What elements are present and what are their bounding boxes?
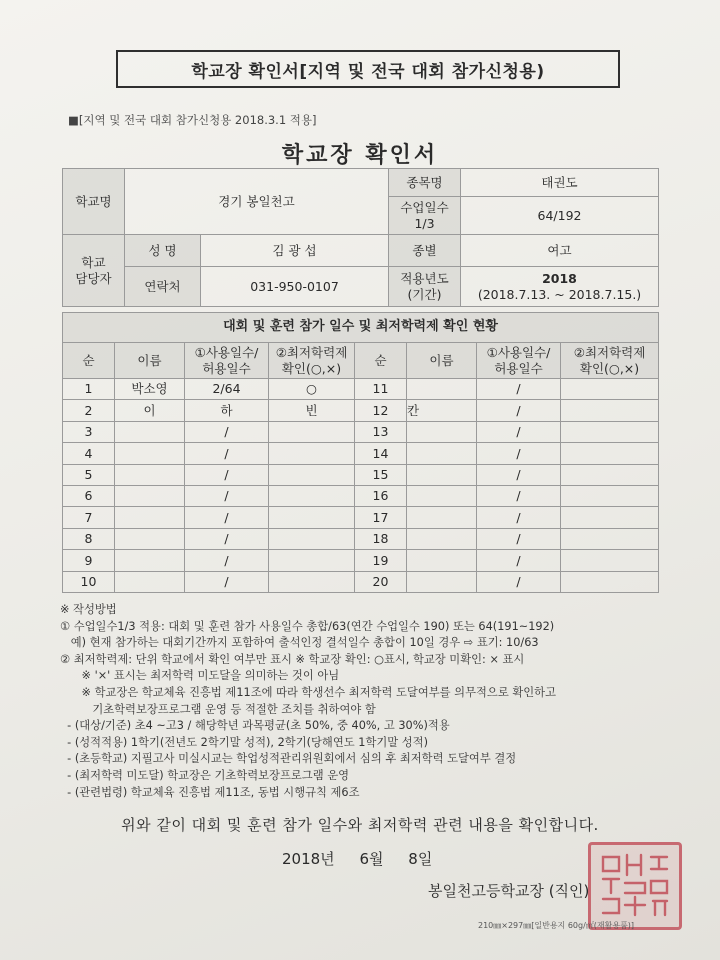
- cell-min-right: [561, 464, 659, 485]
- cell-name-right: [407, 571, 477, 592]
- cell-min-right: [561, 571, 659, 592]
- cell-name-left: 이: [115, 400, 185, 421]
- applicable-note: ■[지역 및 전국 대회 참가신청용 2018.3.1 적용]: [68, 113, 317, 127]
- cell-days-right: /: [477, 507, 561, 528]
- cell-min-left: [269, 443, 355, 464]
- cell-num-right: 15: [355, 464, 407, 485]
- cell-min-right: [561, 421, 659, 442]
- cell-num-left: 2: [63, 400, 115, 421]
- table-row: [63, 571, 659, 592]
- cell-min-left: [269, 507, 355, 528]
- cell-name-right: [407, 464, 477, 485]
- cell-num-left: 5: [63, 464, 115, 485]
- instruction-line: - (대상/기준) 초4 ~고3 / 해당학년 과목평균(초 50%, 중 40%, 고 30%)적용: [60, 719, 450, 733]
- status-table-title: 대회 및 훈련 참가 일수 및 최저학력제 확인 현황: [63, 313, 659, 343]
- official-seal-icon: [588, 842, 682, 930]
- cell-name-left: [115, 443, 185, 464]
- header-name-right: 이름: [407, 343, 477, 379]
- instruction-line: ② 최저학력제: 단위 학교에서 확인 여부만 표시 ※ 학교장 확인: ○표시, 학교장 미확인: × 표시: [60, 652, 525, 666]
- instruction-line: ① 수업일수1/3 적용: 대회 및 훈련 참가 사용일수 총합/63(연간 수업일수 190) 또는 64(191~192): [60, 619, 555, 633]
- instruction-line: - (최저학력 미도달) 학교장은 기초학력보장프로그램 운영: [60, 768, 350, 782]
- cell-num-left: 4: [63, 443, 115, 464]
- date-year: 2018년: [282, 850, 335, 868]
- cell-name-left: [115, 421, 185, 442]
- cell-min-left: [269, 464, 355, 485]
- cell-name-left: [115, 507, 185, 528]
- sport-value: 태권도: [461, 169, 659, 197]
- period-label: 적용년도 (기간): [389, 267, 461, 307]
- cell-days-right: /: [477, 464, 561, 485]
- principal-signature: 봉일천고등학교장 (직인): [428, 882, 590, 900]
- cell-num-left: 6: [63, 485, 115, 506]
- form-heading: 학교장 확인서[지역 및 전국 대회 참가신청용): [191, 61, 545, 82]
- header-min-right: ②최저학력제 확인(○,×): [561, 343, 659, 379]
- table-row: [63, 379, 659, 400]
- issue-date: [282, 848, 432, 869]
- cell-days-right: /: [477, 550, 561, 571]
- instruction-line: ※ 학교장은 학교체육 진흥법 제11조에 따라 학생선수 최저학력 도달여부를 의무적으로 확인하고: [60, 685, 556, 699]
- cell-days-left: /: [185, 443, 269, 464]
- school-value: 경기 봉일천고: [125, 169, 389, 235]
- cell-days-left: /: [185, 485, 269, 506]
- cell-num-left: 7: [63, 507, 115, 528]
- header-min-left: ②최저학력제 확인(○,×): [269, 343, 355, 379]
- cell-days-left: /: [185, 528, 269, 549]
- cell-name-left: [115, 571, 185, 592]
- cell-min-right: [561, 379, 659, 400]
- school-info-table: [62, 168, 659, 307]
- cell-min-right: [561, 443, 659, 464]
- cell-num-left: 9: [63, 550, 115, 571]
- cell-name-left: [115, 528, 185, 549]
- participation-status-table: [62, 312, 659, 593]
- table-row: [63, 528, 659, 549]
- cell-min-right: [561, 550, 659, 571]
- gender-value: 여고: [461, 235, 659, 267]
- cell-days-right: /: [477, 571, 561, 592]
- table-row: [63, 443, 659, 464]
- cell-name-right: [407, 421, 477, 442]
- cell-num-right: 18: [355, 528, 407, 549]
- writing-instructions: [60, 602, 670, 801]
- name-label: 성 명: [125, 235, 201, 267]
- table-row: [63, 421, 659, 442]
- cell-num-left: 1: [63, 379, 115, 400]
- sport-label: 종목명: [389, 169, 461, 197]
- cell-num-left: 3: [63, 421, 115, 442]
- cell-min-right: [561, 507, 659, 528]
- cell-num-right: 16: [355, 485, 407, 506]
- period-year: 2018: [542, 270, 577, 286]
- cell-name-right: [407, 485, 477, 506]
- form-heading-box: [116, 50, 620, 88]
- period-value: [461, 267, 659, 307]
- cell-num-right: 14: [355, 443, 407, 464]
- cell-name-right: [407, 443, 477, 464]
- table-row: [63, 550, 659, 571]
- seal-glyph-icon: [595, 849, 675, 923]
- cell-min-left: [269, 550, 355, 571]
- cell-name-left: [115, 550, 185, 571]
- cell-num-right: 13: [355, 421, 407, 442]
- date-day: 8일: [408, 850, 433, 868]
- instruction-line: - (성적적용) 1학기(전년도 2학기말 성적), 2학기(당해연도 1학기말 성적): [60, 735, 429, 749]
- cell-num-left: 8: [63, 528, 115, 549]
- cell-name-right: [407, 528, 477, 549]
- header-num-left: 순: [63, 343, 115, 379]
- date-month: 6월: [359, 850, 384, 868]
- cell-num-right: 20: [355, 571, 407, 592]
- table-row: [63, 485, 659, 506]
- cell-num-right: 19: [355, 550, 407, 571]
- instruction-line: 예) 현재 참가하는 대회기간까지 포함하여 출석인정 결석일수 총합이 10일 경우 ⇨ 표기: 10/63: [60, 636, 539, 650]
- cell-days-right: /: [477, 421, 561, 442]
- cell-num-right: 17: [355, 507, 407, 528]
- header-days-right: ①사용일수/ 허용일수: [477, 343, 561, 379]
- cell-min-left: ○: [269, 379, 355, 400]
- cell-days-right: /: [477, 528, 561, 549]
- contact-value: 031-950-0107: [201, 267, 389, 307]
- cell-num-right: 12: [355, 400, 407, 421]
- cell-name-right: [407, 507, 477, 528]
- paper-spec-note: 210㎜×297㎜[일반용지 60g/㎡(재활용품)]: [478, 921, 635, 930]
- cell-min-left: 빈: [269, 400, 355, 421]
- cell-name-left: [115, 485, 185, 506]
- cell-days-left: 2/64: [185, 379, 269, 400]
- cell-num-right: 11: [355, 379, 407, 400]
- manager-label: 학교 담당자: [63, 235, 125, 307]
- instruction-line: 기초학력보장프로그램 운영 등 적절한 조치를 취하여야 함: [60, 702, 376, 716]
- cell-min-left: [269, 485, 355, 506]
- confirmation-text: 위와 같이 대회 및 훈련 참가 일수와 최저학력 관련 내용을 확인합니다.: [121, 816, 599, 834]
- contact-label: 연락처: [125, 267, 201, 307]
- cell-min-right: [561, 528, 659, 549]
- header-num-right: 순: [355, 343, 407, 379]
- name-value: 김 광 섭: [201, 235, 389, 267]
- cell-num-left: 10: [63, 571, 115, 592]
- cell-days-left: /: [185, 421, 269, 442]
- cell-min-left: [269, 421, 355, 442]
- cell-name-left: 박소영: [115, 379, 185, 400]
- cell-name-right: [407, 379, 477, 400]
- table-row: [63, 464, 659, 485]
- period-range: (2018.7.13. ~ 2018.7.15.): [477, 286, 642, 302]
- days-label: 수업일수 1/3: [389, 197, 461, 235]
- status-header-row: [63, 343, 659, 379]
- cell-days-left: /: [185, 507, 269, 528]
- cell-min-left: [269, 528, 355, 549]
- cell-name-right: 칸: [407, 400, 477, 421]
- header-days-left: ①사용일수/ 허용일수: [185, 343, 269, 379]
- cell-min-left: [269, 571, 355, 592]
- days-value: 64/192: [461, 197, 659, 235]
- document-title: 학교장 확인서: [281, 143, 439, 168]
- table-row: [63, 400, 659, 421]
- cell-days-left: /: [185, 571, 269, 592]
- instruction-line: - (초등학교) 지필고사 미실시교는 학업성적관리위원회에서 심의 후 최저학력 도달여부 결정: [60, 752, 517, 766]
- instruction-line: ※ '×' 표시는 최저학력 미도달을 의미하는 것이 아님: [60, 669, 340, 683]
- cell-min-right: [561, 400, 659, 421]
- cell-days-right: /: [477, 443, 561, 464]
- instruction-line: ※ 작성방법: [60, 603, 117, 616]
- cell-days-right: /: [477, 485, 561, 506]
- instruction-line: - (관련법령) 학교체육 진흥법 제11조, 동법 시행규칙 제6조: [60, 785, 360, 799]
- cell-days-right: /: [477, 379, 561, 400]
- status-rows: [63, 379, 659, 593]
- cell-name-left: [115, 464, 185, 485]
- cell-min-right: [561, 485, 659, 506]
- cell-days-left: /: [185, 464, 269, 485]
- school-label: 학교명: [63, 169, 125, 235]
- cell-days-right: /: [477, 400, 561, 421]
- table-row: [63, 507, 659, 528]
- gender-label: 종별: [389, 235, 461, 267]
- cell-days-left: /: [185, 550, 269, 571]
- header-name-left: 이름: [115, 343, 185, 379]
- cell-name-right: [407, 550, 477, 571]
- cell-days-left: 하: [185, 400, 269, 421]
